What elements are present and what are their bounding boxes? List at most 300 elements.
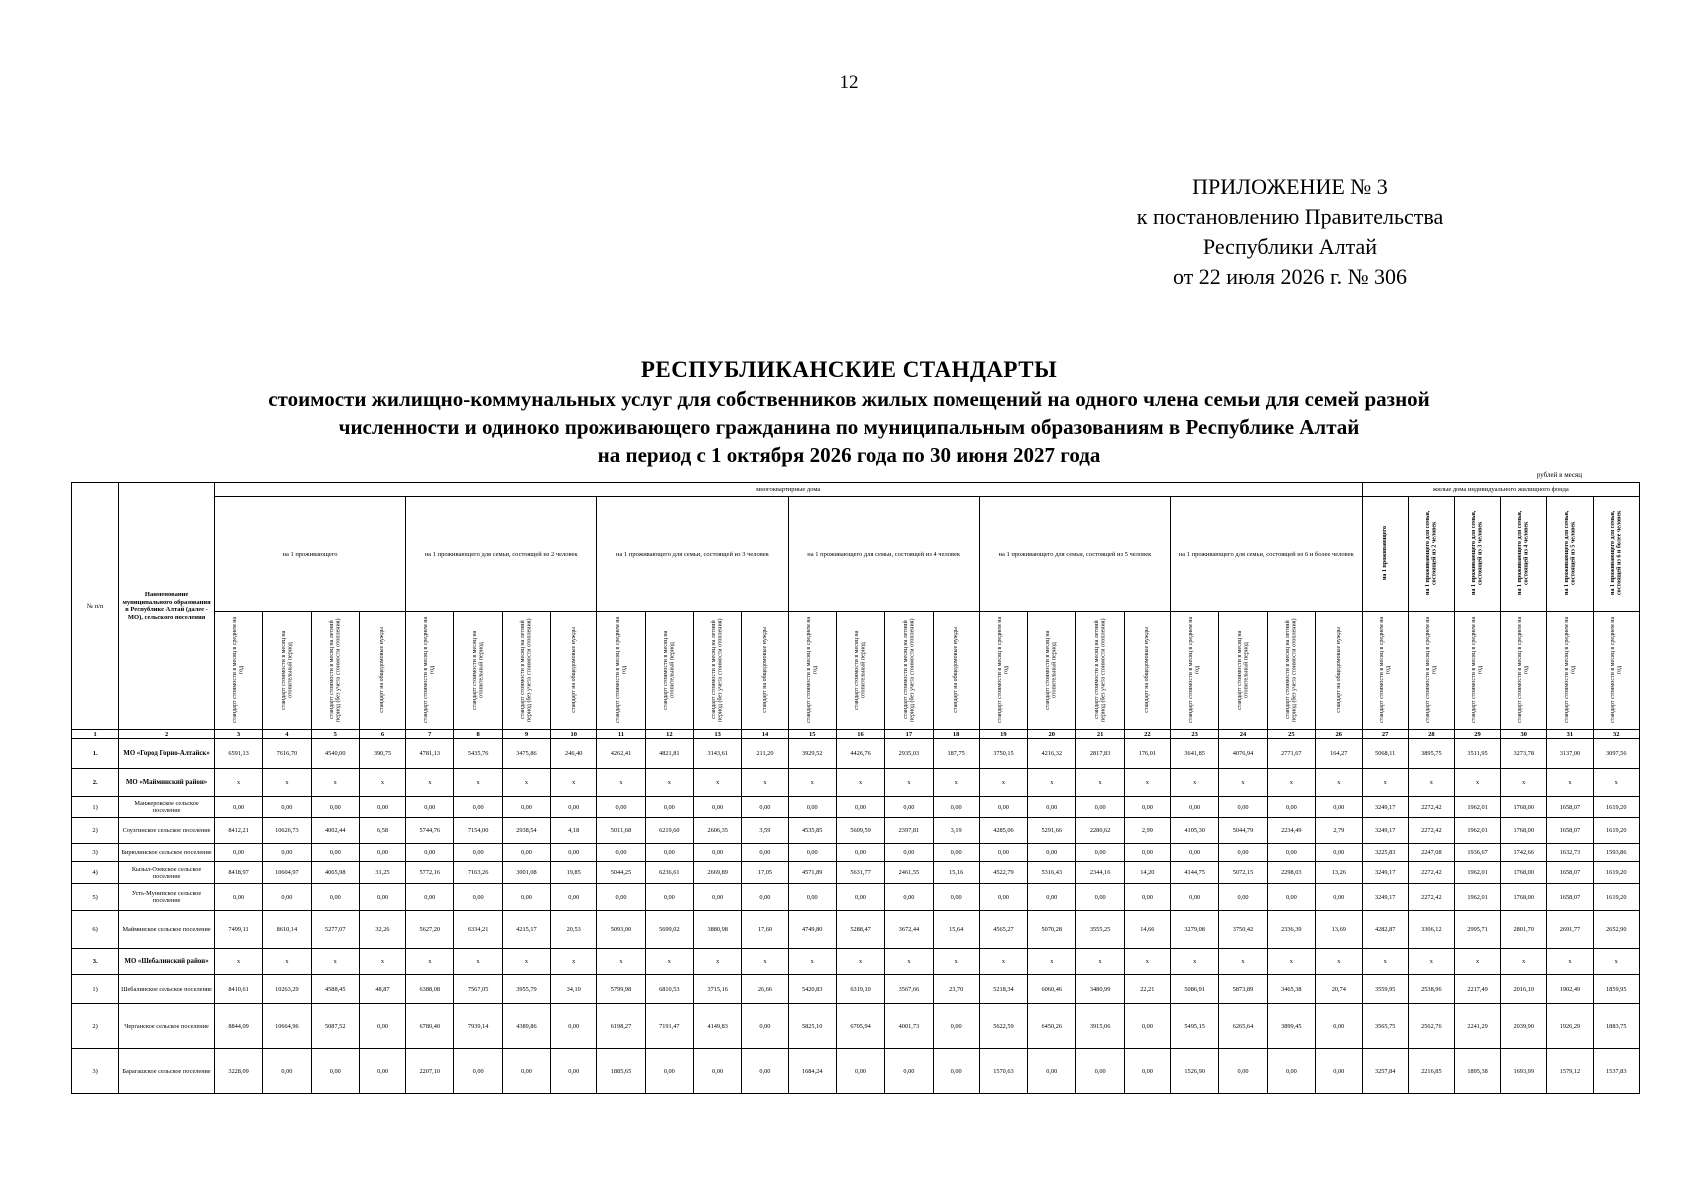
cell-value: 2207,10 — [406, 1049, 454, 1094]
vertical-header-text: стандарт стоимости в месяц в среднем на год — [1609, 616, 1623, 723]
header-subgroup-apartment: на 1 проживающего для семьи, состоящей из 5 человек — [979, 497, 1170, 612]
cell-value: 2938,54 — [502, 818, 550, 844]
cell-value: x — [311, 949, 359, 975]
cell-value: 0,00 — [979, 797, 1027, 818]
cell-value: 0,00 — [885, 844, 933, 862]
cell-value: 0,00 — [551, 1049, 597, 1094]
cell-value: 4216,32 — [1028, 739, 1076, 769]
cell-value: 0,00 — [454, 884, 502, 911]
header-column-apartment — [263, 612, 311, 730]
cell-value: 0,00 — [645, 797, 693, 818]
cell-value: x — [1454, 769, 1500, 797]
column-number: 30 — [1501, 730, 1547, 739]
cell-value: 6334,21 — [454, 911, 502, 949]
header-column-apartment — [645, 612, 693, 730]
cell-value: 0,00 — [1267, 797, 1315, 818]
cell-value: 0,00 — [597, 844, 645, 862]
cell-value: 2217,49 — [1454, 975, 1500, 1004]
header-column-apartment — [406, 612, 454, 730]
cell-value: 10664,96 — [263, 1004, 311, 1049]
table-row — [72, 884, 1640, 911]
cell-value: 0,00 — [1028, 844, 1076, 862]
header-column-apartment — [1028, 612, 1076, 730]
cell-value: 3143,61 — [694, 739, 742, 769]
cell-value: 0,00 — [836, 884, 884, 911]
column-number: 28 — [1408, 730, 1454, 739]
cell-value: 6810,53 — [645, 975, 693, 1004]
cell-value: 1593,86 — [1593, 844, 1639, 862]
vertical-header-text: стандарт стоимости в месяц в среднем на год — [1471, 616, 1484, 723]
cell-value: 0,00 — [1316, 1004, 1363, 1049]
cell-value: 1537,83 — [1593, 1049, 1639, 1094]
cell-value: x — [214, 949, 262, 975]
cell-value: 3715,16 — [694, 975, 742, 1004]
cell-value: 3225,83 — [1362, 844, 1408, 862]
cell-value: x — [502, 949, 550, 975]
cell-value: 0,00 — [645, 1049, 693, 1094]
vertical-header-text: стандарт на общедомовые нужды — [570, 626, 577, 713]
cell-value: x — [1547, 949, 1593, 975]
cell-value: 5291,66 — [1028, 818, 1076, 844]
cell-value: 0,00 — [311, 797, 359, 818]
cell-value: x — [454, 949, 502, 975]
cell-value: x — [1124, 949, 1170, 975]
cell-value: 2771,67 — [1267, 739, 1315, 769]
cell-value: x — [694, 769, 742, 797]
cell-value: 0,00 — [1316, 797, 1363, 818]
cell-value: 0,00 — [214, 844, 262, 862]
cell-value: 4565,27 — [979, 911, 1027, 949]
vertical-header-text: стандарт стоимости в месяц в среднем на год — [1563, 616, 1576, 723]
cell-value: 7154,00 — [454, 818, 502, 844]
cell-value: x — [1170, 949, 1218, 975]
cell-value: 0,00 — [454, 1049, 502, 1094]
cell-value: 0,00 — [1028, 884, 1076, 911]
cell-value: 1658,07 — [1547, 818, 1593, 844]
cell-value: 0,00 — [406, 884, 454, 911]
cell-value: 0,00 — [502, 844, 550, 862]
header-column-apartment — [933, 612, 979, 730]
cell-value: 3750,42 — [1219, 911, 1267, 949]
cell-value: 5495,15 — [1170, 1004, 1218, 1049]
cell-value: 187,75 — [933, 739, 979, 769]
cell-value: x — [1028, 769, 1076, 797]
vertical-header-text: стандарт стоимости в месяц на летний период (без учета стоимости отопления) — [1093, 618, 1107, 722]
header-column-individual — [1408, 612, 1454, 730]
cell-value: 6236,61 — [645, 862, 693, 884]
column-number: 17 — [885, 730, 933, 739]
cell-value: 2039,90 — [1501, 1004, 1547, 1049]
column-number: 14 — [742, 730, 788, 739]
cell-value: x — [1362, 769, 1408, 797]
cell-value: 0,00 — [1170, 844, 1218, 862]
cell-value: x — [742, 949, 788, 975]
municipality-name: МО «Шебалинский район» — [119, 949, 215, 975]
row-number: 3) — [72, 844, 119, 862]
cell-value: x — [1170, 769, 1218, 797]
cell-value: 1693,99 — [1501, 1049, 1547, 1094]
header-group-apartment-buildings: многоквартирные дома — [214, 483, 1362, 497]
header-column-individual — [1362, 612, 1408, 730]
row-number: 2) — [72, 1004, 119, 1049]
cell-value: 4002,44 — [311, 818, 359, 844]
cell-value: 2461,55 — [885, 862, 933, 884]
cell-value: 6319,10 — [836, 975, 884, 1004]
cell-value: 3750,15 — [979, 739, 1027, 769]
municipality-name: МО «Майминский район» — [119, 769, 215, 797]
cell-value: 2241,29 — [1454, 1004, 1500, 1049]
cell-value: x — [645, 769, 693, 797]
cell-value: 14,20 — [1124, 862, 1170, 884]
cell-value: 0,00 — [1219, 1049, 1267, 1094]
cell-value: 17,60 — [742, 911, 788, 949]
header-subgroup-individual — [1454, 497, 1500, 612]
row-number: 4) — [72, 862, 119, 884]
cell-value: 6219,60 — [645, 818, 693, 844]
cell-value: 4065,98 — [311, 862, 359, 884]
cell-value: 22,21 — [1124, 975, 1170, 1004]
cell-value: 2272,42 — [1408, 884, 1454, 911]
header-column-apartment — [1170, 612, 1218, 730]
header-subgroup-individual — [1362, 497, 1408, 612]
cell-value: 1859,95 — [1593, 975, 1639, 1004]
vertical-header-text: стандарт стоимости в месяц в среднем на год — [614, 616, 627, 723]
cell-value: 20,53 — [551, 911, 597, 949]
cell-value: 0,00 — [214, 884, 262, 911]
cell-value: 2935,03 — [885, 739, 933, 769]
cell-value: 2538,96 — [1408, 975, 1454, 1004]
header-municipality-name: Наименование муниципального образования в Республике Алтай (далее - МО), сельского поселения — [119, 483, 215, 730]
cell-value: 0,00 — [933, 844, 979, 862]
header-column-apartment — [214, 612, 262, 730]
header-column-apartment — [1316, 612, 1363, 730]
cell-value: 0,00 — [1316, 844, 1363, 862]
cell-value: x — [979, 949, 1027, 975]
cell-value: 0,00 — [1219, 844, 1267, 862]
header-subgroup-apartment: на 1 проживающего для семьи, состоящей из 3 человек — [597, 497, 788, 612]
column-number: 15 — [788, 730, 836, 739]
cell-value: 6060,46 — [1028, 975, 1076, 1004]
cell-value: 13,69 — [1316, 911, 1363, 949]
cell-value: x — [359, 769, 405, 797]
cell-value: 1658,07 — [1547, 797, 1593, 818]
cell-value: 3,59 — [742, 818, 788, 844]
cell-value: 5011,68 — [597, 818, 645, 844]
cell-value: 5070,28 — [1028, 911, 1076, 949]
cell-value: x — [788, 949, 836, 975]
vertical-header-text: стандарт стоимости в месяц на летний период (без учета стоимости отопления) — [902, 618, 915, 722]
vertical-header-text: стандарт стоимости в месяц на летний период (без учета стоимости отопления) — [328, 618, 342, 722]
cell-value: x — [1408, 769, 1454, 797]
cell-value: 4,18 — [551, 818, 597, 844]
cell-value: 0,00 — [694, 844, 742, 862]
column-number: 19 — [979, 730, 1027, 739]
column-number: 11 — [597, 730, 645, 739]
vertical-header-text: стандарт стоимости в месяц на летний период (без учета стоимости отопления) — [1285, 618, 1298, 722]
vertical-header-text: стандарт стоимости в месяц на отопительный период — [854, 630, 867, 710]
cell-value: 4144,75 — [1170, 862, 1218, 884]
column-number: 22 — [1124, 730, 1170, 739]
cell-value: 0,00 — [694, 797, 742, 818]
column-number: 21 — [1076, 730, 1124, 739]
cell-value: 0,00 — [406, 797, 454, 818]
cell-value: 0,00 — [597, 797, 645, 818]
cell-value: 2,79 — [1316, 818, 1363, 844]
cell-value: 0,00 — [694, 884, 742, 911]
municipality-name: Манжерокское сельское поселение — [119, 797, 215, 818]
cell-value: x — [1593, 769, 1639, 797]
cell-value: 3915,06 — [1076, 1004, 1124, 1049]
header-column-apartment — [1124, 612, 1170, 730]
cell-value: 8844,09 — [214, 1004, 262, 1049]
row-number: 2. — [72, 769, 119, 797]
cell-value: 3001,08 — [502, 862, 550, 884]
cell-value: 0,00 — [359, 884, 405, 911]
cell-value: 3279,08 — [1170, 911, 1218, 949]
cell-value: 5631,77 — [836, 862, 884, 884]
cell-value: 2216,85 — [1408, 1049, 1454, 1094]
cell-value: 5744,76 — [406, 818, 454, 844]
table-row — [72, 975, 1640, 1004]
table-row — [72, 949, 1640, 975]
cell-value: 3511,95 — [1454, 739, 1500, 769]
table-row — [72, 844, 1640, 862]
municipality-name: Соузгинское сельское поселение — [119, 818, 215, 844]
cell-value: x — [214, 769, 262, 797]
vertical-header-text: стандарт на общедомовые нужды — [1144, 626, 1151, 713]
cell-value: 1885,65 — [597, 1049, 645, 1094]
column-number: 26 — [1316, 730, 1363, 739]
cell-value: 48,87 — [359, 975, 405, 1004]
vertical-header-text: стандарт стоимости в месяц на отопительный период — [1236, 630, 1249, 710]
cell-value: 13,26 — [1316, 862, 1363, 884]
cell-value: 1658,07 — [1547, 884, 1593, 911]
cell-value: 1962,01 — [1454, 862, 1500, 884]
cell-value: x — [788, 769, 836, 797]
cell-value: 3137,00 — [1547, 739, 1593, 769]
row-number: 5) — [72, 884, 119, 911]
cell-value: 2272,42 — [1408, 862, 1454, 884]
cell-value: 3249,17 — [1362, 884, 1408, 911]
cell-value: 1883,75 — [1593, 1004, 1639, 1049]
header-column-apartment — [1219, 612, 1267, 730]
table-row — [72, 1049, 1640, 1094]
vertical-header-text: на 1 проживающего для семьи, состоящей из 6 и более человек — [1609, 510, 1623, 596]
cell-value: 2280,62 — [1076, 818, 1124, 844]
row-number: 2) — [72, 818, 119, 844]
cell-value: 0,00 — [1124, 844, 1170, 862]
cell-value: 3249,17 — [1362, 818, 1408, 844]
cell-value: 6265,64 — [1219, 1004, 1267, 1049]
cell-value: 164,27 — [1316, 739, 1363, 769]
header-column-apartment — [885, 612, 933, 730]
cell-value: x — [263, 769, 311, 797]
cell-value: 7616,70 — [263, 739, 311, 769]
cell-value: 8610,14 — [263, 911, 311, 949]
column-number: 3 — [214, 730, 262, 739]
cell-value: 1619,20 — [1593, 818, 1639, 844]
cell-value: 17,05 — [742, 862, 788, 884]
cell-value: x — [694, 949, 742, 975]
cell-value: 6450,26 — [1028, 1004, 1076, 1049]
header-column-apartment — [311, 612, 359, 730]
cell-value: 0,00 — [359, 1049, 405, 1094]
cell-value: 0,00 — [502, 797, 550, 818]
municipality-name: Майминское сельское поселение — [119, 911, 215, 949]
header-subgroup-individual — [1408, 497, 1454, 612]
header-column-apartment — [1076, 612, 1124, 730]
table-row — [72, 818, 1640, 844]
column-number: 20 — [1028, 730, 1076, 739]
cell-value: 1619,20 — [1593, 797, 1639, 818]
cell-value: 3899,45 — [1267, 1004, 1315, 1049]
column-number: 29 — [1454, 730, 1500, 739]
cell-value: 10626,73 — [263, 818, 311, 844]
cell-value: 0,00 — [1028, 1049, 1076, 1094]
cell-value: 0,00 — [359, 844, 405, 862]
cell-value: x — [1219, 769, 1267, 797]
cell-value: 0,00 — [1124, 1049, 1170, 1094]
vertical-header-text: стандарт на общедомовые нужды — [953, 626, 959, 713]
cell-value: 2652,90 — [1593, 911, 1639, 949]
cell-value: 0,00 — [1170, 884, 1218, 911]
header-subgroup-apartment: на 1 проживающего для семьи, состоящей из 6 и более человек — [1170, 497, 1362, 612]
cell-value: 3895,75 — [1408, 739, 1454, 769]
cell-value: 0,00 — [1124, 797, 1170, 818]
cell-value: x — [1547, 769, 1593, 797]
municipality-name: Кызыл-Озекское сельское поселение — [119, 862, 215, 884]
cell-value: 0,00 — [502, 884, 550, 911]
cell-value: 15,16 — [933, 862, 979, 884]
cell-value: x — [933, 769, 979, 797]
vertical-header-text: стандарт стоимости в месяц на отопительный период — [280, 630, 293, 710]
cell-value: 23,70 — [933, 975, 979, 1004]
table-row — [72, 1004, 1640, 1049]
cell-value: 2801,70 — [1501, 911, 1547, 949]
cell-value: 0,00 — [311, 844, 359, 862]
cell-value: 4215,17 — [502, 911, 550, 949]
header-column-apartment — [551, 612, 597, 730]
vertical-header-text: стандарт на общедомовые нужды — [1335, 626, 1342, 713]
column-number: 12 — [645, 730, 693, 739]
row-number: 1) — [72, 975, 119, 1004]
header-row-number: № п/п — [72, 483, 119, 730]
cell-value: 0,00 — [885, 884, 933, 911]
cell-value: 2247,08 — [1408, 844, 1454, 862]
cell-value: 32,26 — [359, 911, 405, 949]
appendix-line-1: ПРИЛОЖЕНИЕ № 3 — [1192, 174, 1388, 199]
cell-value: 19,85 — [551, 862, 597, 884]
standards-table — [71, 482, 1640, 1094]
cell-value: x — [1501, 949, 1547, 975]
cell-value: 3249,17 — [1362, 862, 1408, 884]
cell-value: x — [1501, 769, 1547, 797]
cell-value: 7567,05 — [454, 975, 502, 1004]
cell-value: 1768,00 — [1501, 797, 1547, 818]
cell-value: 0,00 — [1316, 1049, 1363, 1094]
cell-value: 4821,81 — [645, 739, 693, 769]
header-column-apartment — [597, 612, 645, 730]
cell-value: 5825,10 — [788, 1004, 836, 1049]
cell-value: 4781,13 — [406, 739, 454, 769]
cell-value: x — [597, 949, 645, 975]
vertical-header-text: на 1 проживающего для семьи, состоящей из 2 человек — [1425, 510, 1438, 596]
cell-value: 5087,52 — [311, 1004, 359, 1049]
cell-value: 5316,43 — [1028, 862, 1076, 884]
cell-value: 2298,03 — [1267, 862, 1315, 884]
cell-value: 0,00 — [214, 797, 262, 818]
cell-value: 1619,20 — [1593, 884, 1639, 911]
cell-value: x — [1076, 949, 1124, 975]
cell-value: 5435,76 — [454, 739, 502, 769]
cell-value: 0,00 — [263, 797, 311, 818]
cell-value: 4571,89 — [788, 862, 836, 884]
cell-value: 3555,25 — [1076, 911, 1124, 949]
cell-value: 0,00 — [1124, 1004, 1170, 1049]
cell-value: 0,00 — [551, 884, 597, 911]
cell-value: 0,00 — [979, 884, 1027, 911]
cell-value: 0,00 — [597, 884, 645, 911]
cell-value: x — [263, 949, 311, 975]
cell-value: 0,00 — [933, 797, 979, 818]
cell-value: 5799,98 — [597, 975, 645, 1004]
cell-value: 6,58 — [359, 818, 405, 844]
vertical-header-text: стандарт стоимости в месяц на летний период (без учета стоимости отопления) — [711, 618, 724, 722]
column-number: 8 — [454, 730, 502, 739]
title-line-3: численности и одиноко проживающего гражданина по муниципальным образованиям в Республике Алтай — [338, 415, 1360, 439]
cell-value: 0,00 — [1076, 884, 1124, 911]
cell-value: x — [933, 949, 979, 975]
cell-value: 5093,00 — [597, 911, 645, 949]
appendix-block — [1080, 172, 1500, 292]
municipality-name: Барагашское сельское поселение — [119, 1049, 215, 1094]
cell-value: 5044,25 — [597, 862, 645, 884]
cell-value: x — [551, 769, 597, 797]
cell-value: 20,74 — [1316, 975, 1363, 1004]
cell-value: x — [1267, 949, 1315, 975]
header-subgroup-apartment: на 1 проживающего для семьи, состоящей из 4 человек — [788, 497, 979, 612]
cell-value: 0,00 — [788, 797, 836, 818]
vertical-header-text: стандарт на общедомовые нужды — [761, 626, 768, 713]
cell-value: x — [979, 769, 1027, 797]
cell-value: x — [597, 769, 645, 797]
column-number: 27 — [1362, 730, 1408, 739]
column-number: 2 — [119, 730, 215, 739]
cell-value: 0,00 — [1076, 844, 1124, 862]
cell-value: 6780,40 — [406, 1004, 454, 1049]
header-column-apartment — [742, 612, 788, 730]
column-number: 13 — [694, 730, 742, 739]
vertical-header-text: стандарт стоимости в месяц в среднем на год — [1188, 616, 1201, 723]
header-column-apartment — [836, 612, 884, 730]
cell-value: 3097,56 — [1593, 739, 1639, 769]
cell-value: 1742,66 — [1501, 844, 1547, 862]
cell-value: 5218,34 — [979, 975, 1027, 1004]
cell-value: 15,64 — [933, 911, 979, 949]
cell-value: 4522,79 — [979, 862, 1027, 884]
column-number: 1 — [72, 730, 119, 739]
cell-value: 0,00 — [454, 797, 502, 818]
vertical-header-text: на 1 проживающего для семьи, состоящей из 4 человек — [1517, 510, 1530, 596]
cell-value: 0,00 — [311, 884, 359, 911]
cell-value: 3273,78 — [1501, 739, 1547, 769]
cell-value: 1684,24 — [788, 1049, 836, 1094]
cell-value: 0,00 — [645, 884, 693, 911]
cell-value: x — [885, 769, 933, 797]
column-number: 18 — [933, 730, 979, 739]
cell-value: 4001,73 — [885, 1004, 933, 1049]
cell-value: 0,00 — [933, 1004, 979, 1049]
